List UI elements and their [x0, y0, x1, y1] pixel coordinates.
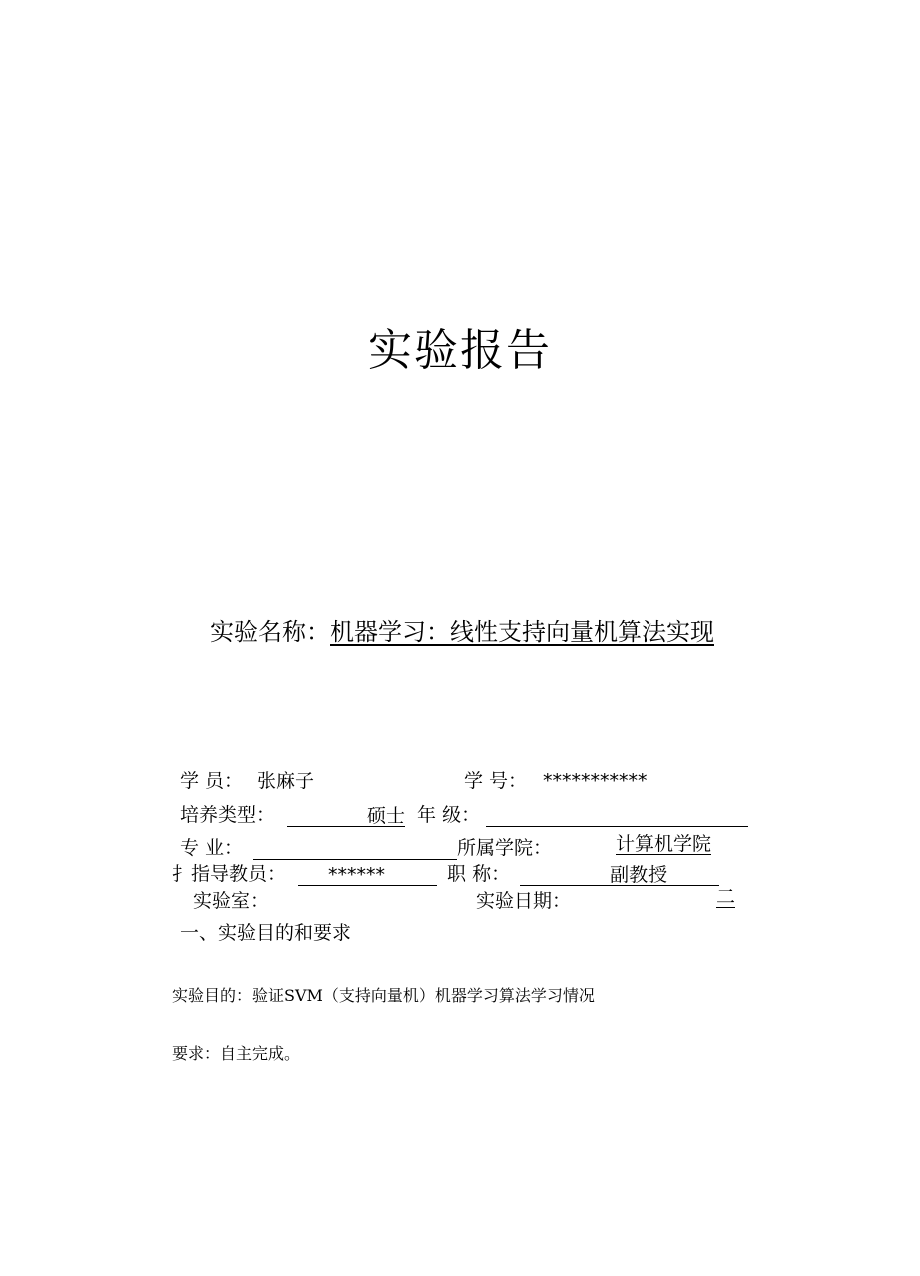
- college-row: [616, 833, 711, 855]
- date-row: [476, 886, 571, 913]
- experiment-name: [210, 612, 714, 647]
- student-label: 学 员：: [180, 770, 244, 792]
- lab-label: 实验室：: [193, 890, 270, 912]
- major-row: [180, 833, 552, 860]
- advisor-row: [172, 859, 719, 886]
- date-value-row: [716, 886, 735, 908]
- purpose-paragraph: [172, 983, 595, 1006]
- experiment-name-value: 机器学习：线性支持向量机算法实现: [330, 618, 714, 646]
- advisor-label: 指导教员：: [191, 863, 287, 885]
- title-blank-right: [667, 865, 719, 886]
- student-id-label: 学 号：: [464, 770, 528, 792]
- title-label: 职 称：: [447, 863, 511, 885]
- section-heading: 一、实验目的和要求: [180, 922, 352, 944]
- student-row: [180, 766, 314, 793]
- training-type-blank: [287, 806, 367, 827]
- training-type-label: 培养类型：: [180, 804, 276, 826]
- date-label: 实验日期：: [476, 890, 572, 912]
- title-value: 副教授: [610, 864, 668, 886]
- grade-blank: [486, 806, 748, 827]
- advisor-prefix: 扌: [172, 863, 192, 885]
- major-label: 专 业：: [180, 837, 244, 859]
- training-type-value: 硕士: [367, 805, 406, 827]
- date-value: 二: [716, 886, 736, 908]
- purpose-rest: （支持向量机）机器学习算法学习情况: [322, 986, 595, 1005]
- lab-row: [193, 886, 269, 913]
- requirement-paragraph: 要求：自主完成。: [172, 1044, 301, 1063]
- student-id-row: [464, 766, 648, 793]
- purpose-latin: SVM: [284, 986, 323, 1005]
- experiment-name-label: 实验名称：: [210, 618, 330, 646]
- student-id-value: ***********: [543, 770, 648, 792]
- grade-label: 年 级：: [417, 804, 481, 826]
- college-value: 计算机学院: [616, 833, 712, 855]
- advisor-blank-left: [298, 865, 328, 886]
- advisor-value: ******: [328, 864, 386, 886]
- training-type-row: [180, 800, 748, 827]
- major-blank: [253, 839, 457, 860]
- advisor-blank-right: [385, 865, 437, 886]
- purpose-label: 实验目的：验证: [172, 986, 285, 1005]
- report-title: 实验报告: [368, 325, 552, 376]
- student-value: 张麻子: [257, 770, 315, 792]
- college-label: 所属学院：: [457, 837, 553, 859]
- title-blank-left: [520, 865, 610, 886]
